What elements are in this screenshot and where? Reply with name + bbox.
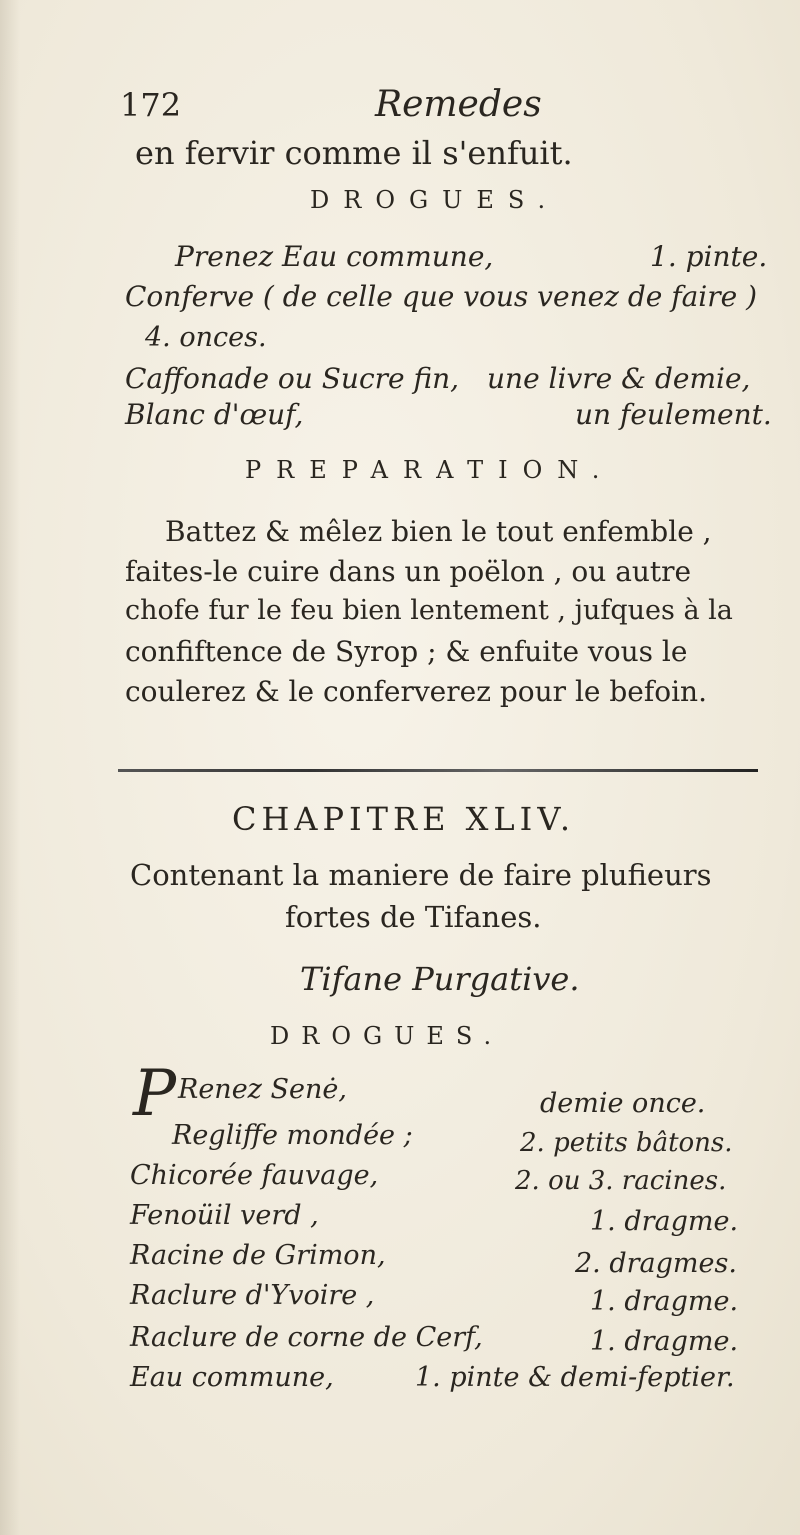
drug-item-qty: 1. pinte. [650, 240, 768, 273]
paragraph-line: faites-le cuire dans un poëlon , ou autre [125, 555, 692, 588]
recipe-item-name: Regliffe mondée ; [172, 1120, 413, 1151]
recipe-item-name: Eau commune, [130, 1362, 334, 1393]
drug-item-name: Prenez Eau commune, [175, 240, 494, 273]
recipe-item-name: Fenoüil verd , [130, 1200, 319, 1231]
recipe-item-name: Raclure de corne de Cerf, [130, 1322, 483, 1353]
recipe-title: Tifane Purgative. [300, 960, 580, 998]
recipe-item-qty: 2. dragmes. [575, 1248, 737, 1279]
recipe-item-qty: 1. dragme. [590, 1286, 739, 1317]
drug-item-name: Caffonade ou Sucre fin, [125, 362, 460, 395]
chapter-title: CHAPITRE XLIV. [232, 800, 575, 838]
drug-item-name: Conferve ( de celle que vous venez de faire ) [125, 280, 758, 313]
preparation-heading: PREPARATION. [245, 456, 615, 484]
paragraph-line: coulerez & le conferverez pour le befoin. [125, 675, 707, 708]
paragraph-line: chofe fur le feu bien lentement , jufques à la [125, 595, 733, 626]
intro-line: en fervir comme il s'enfuit. [135, 134, 573, 172]
recipe-item-qty: demie once. [540, 1088, 706, 1119]
running-title: Remedes [375, 84, 542, 125]
recipe-item-name: Raclure d'Yvoire , [130, 1280, 375, 1311]
horizontal-rule [118, 769, 758, 772]
drop-cap: P [133, 1057, 177, 1131]
page-number: 172 [120, 86, 182, 124]
recipe-item-qty: 2. petits bâtons. [520, 1128, 733, 1158]
drug-item-qty: un feulement. [575, 398, 772, 431]
recipe-item-qty: 1. dragme. [590, 1326, 739, 1357]
paragraph-line: Battez & mêlez bien le tout enfemble , [165, 515, 712, 548]
drug-item-name: 4. onces. [145, 322, 267, 353]
recipe-item-name: Racine de Grimon, [130, 1240, 386, 1271]
recipe-item-qty: 2. ou 3. racines. [515, 1166, 727, 1196]
chapter-subtitle: fortes de Tifanes. [285, 900, 542, 934]
chapter-subtitle: Contenant la maniere de faire plufieurs [130, 858, 712, 892]
recipe-item-name: Renez Senė, [178, 1074, 347, 1105]
paragraph-line: confiftence de Syrop ; & enfuite vous le [125, 635, 688, 668]
drug-item-name: Blanc d'œuf, [125, 398, 304, 431]
drugs-heading-2: DROGUES. [270, 1022, 504, 1050]
recipe-item-qty: 1. dragme. [590, 1206, 739, 1237]
recipe-item-name: Chicorée fauvage, [130, 1160, 379, 1191]
recipe-item-qty: 1. pinte & demi-feptier. [415, 1362, 735, 1393]
drugs-heading-1: DROGUES. [310, 186, 560, 214]
page-gutter-shadow [0, 0, 20, 1535]
drug-item-qty: une livre & demie, [487, 362, 751, 395]
